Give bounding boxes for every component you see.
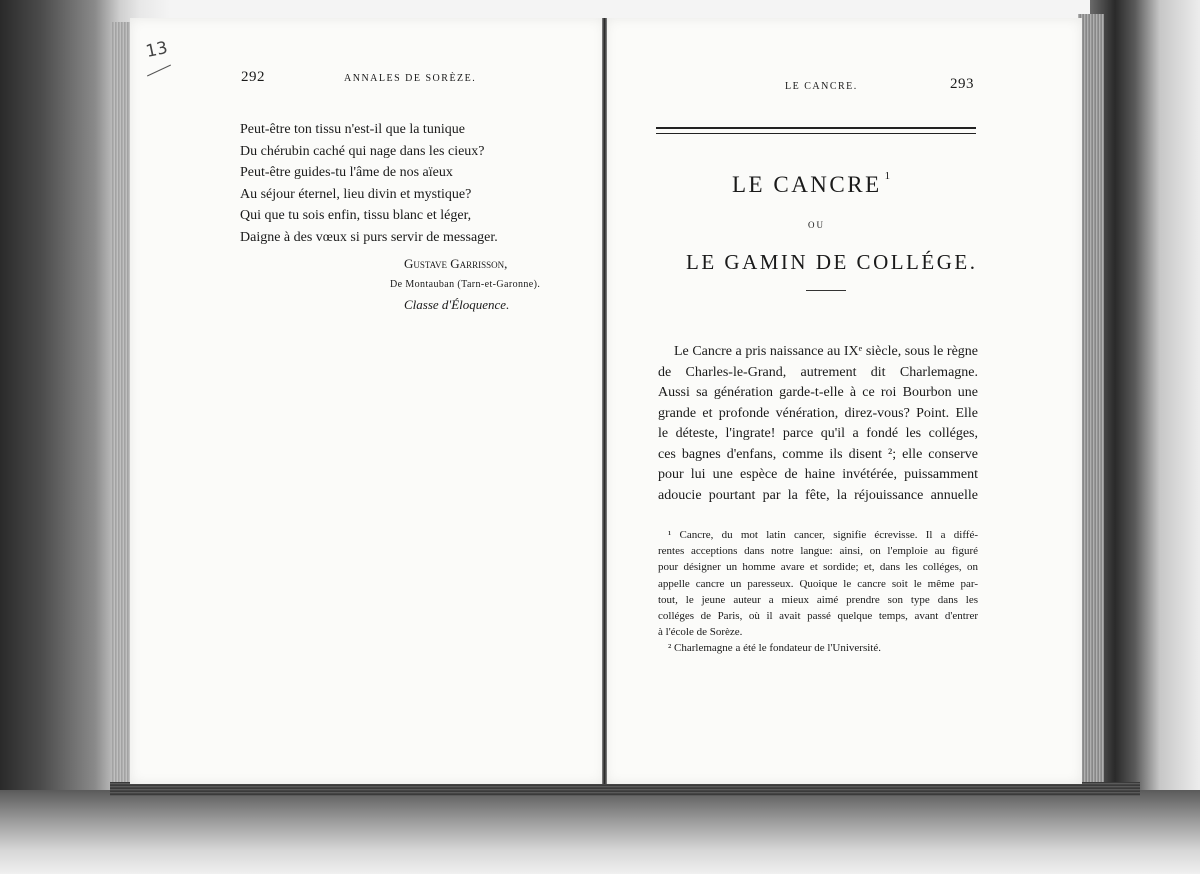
poem-verse <box>240 119 498 249</box>
footnote-line: colléges de Paris, où il avait passé quelque temps, avant d'entrer <box>658 610 978 623</box>
footnotes <box>658 527 978 657</box>
verse-line: Peut-être ton tissu n'est-il que la tunique <box>240 122 465 137</box>
footnote-line: rentes acceptions dans notre langue: ainsi, on l'emploie au figuré <box>658 545 978 558</box>
poem-author-class: Classe d'Éloquence. <box>404 297 510 312</box>
verse-line: Peut-être guides-tu l'âme de nos aïeux <box>240 165 453 181</box>
footnote-line: à l'école de Sorèze. <box>658 626 743 639</box>
page-edges-left <box>112 22 132 792</box>
verse-line: Qui que tu sois enfin, tissu blanc et léger, <box>240 208 472 224</box>
title-separator-rule <box>806 290 846 291</box>
left-running-head: ANNALES DE SORÈZE. <box>344 73 477 84</box>
body-line: grande et profonde vénération, direz-vous? Point. Elle <box>658 405 978 421</box>
title-footnote-marker: 1 <box>884 170 893 182</box>
verse-line: Au séjour éternel, lieu divin et mystique? <box>240 186 472 202</box>
article-body <box>658 342 978 506</box>
poem-author: Gustave Garrisson, <box>404 256 508 271</box>
scan-shadow-right <box>1090 0 1200 874</box>
article-subtitle: LE GAMIN DE COLLÉGE. <box>686 250 978 274</box>
body-line: pour lui une espèce de haine invétérée, puissamment <box>658 467 978 482</box>
body-line: ces bagnes d'enfans, comme ils disent ²; elle conserve <box>658 446 978 462</box>
body-line: Aussi sa génération garde-t-elle à ce roi Bourbon une <box>658 385 978 400</box>
footnote-line: pour désigner un homme avare et sordide; et, dans les colléges, on <box>658 561 978 574</box>
verse-line: Du chérubin caché qui nage dans les cieux? <box>240 143 485 159</box>
article-title-text: LE CANCRE <box>732 172 882 197</box>
margin-note: 13 <box>144 37 170 63</box>
footnote-line: ² Charlemagne a été le fondateur de l'Université. <box>668 642 881 655</box>
body-line: adoucie pourtant par la fête, la réjouissance annuelle <box>658 487 978 503</box>
book-gutter <box>602 18 607 784</box>
right-running-head: LE CANCRE. <box>785 81 858 92</box>
footnote-line: ¹ Cancre, du mot latin cancer, signifie écrevisse. Il a diffé- <box>668 529 978 541</box>
header-double-rule <box>656 127 976 134</box>
left-page-number: 292 <box>241 69 265 85</box>
book-edge-bottom <box>110 782 1140 796</box>
scan-shadow-bottom <box>0 790 1200 874</box>
poem-author-origin: De Montauban (Tarn-et-Garonne). <box>390 279 541 290</box>
footnote-line: tout, le jeune auteur a mieux aimé prendre son type dans les <box>658 593 978 606</box>
body-line: de Charles-le-Grand, autrement dit Charlemagne. <box>658 364 978 380</box>
footnote-line: appelle cancre un paresseux. Quoique le cancre soit le même par- <box>658 577 978 590</box>
body-line: le déteste, l'ingrate! parce qu'il a fondé les colléges, <box>658 426 978 441</box>
title-or-word: OU <box>808 220 825 230</box>
body-line: Le Cancre a pris naissance au IXᵉ siècle, sous le règne <box>674 344 978 359</box>
article-title <box>732 170 893 198</box>
right-page-number: 293 <box>950 76 974 92</box>
verse-line: Daigne à des vœux si purs servir de messager. <box>240 229 498 245</box>
